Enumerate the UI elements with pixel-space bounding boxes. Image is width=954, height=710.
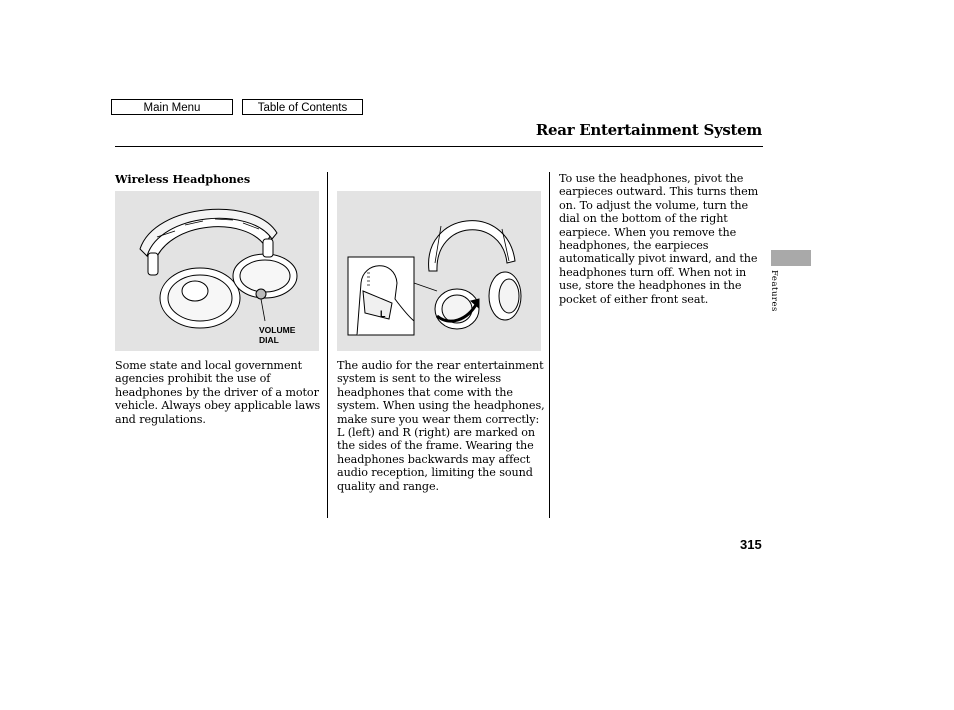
col3-paragraph: To use the headphones, pivot the earpieces outward. This turns them on. To adjust the volume, turn the dial on the bottom of the right earpiece. When you remove the headphones, the earpieces automatically pivot inward, and the headphones turn off. When not in use, store the headphones in the pocket of either front seat.	[559, 172, 759, 306]
column-divider-2	[549, 172, 550, 518]
section-side-label: Features	[769, 270, 779, 312]
page-title: Rear Entertainment System	[535, 121, 762, 139]
section-side-tab	[771, 250, 811, 266]
volume-label-line2: DIAL	[259, 335, 279, 345]
pivot-headphones-figure	[337, 191, 541, 351]
volume-label-line1: VOLUME	[259, 325, 296, 335]
title-rule	[115, 146, 763, 147]
col2-paragraph: The audio for the rear entertainment system is sent to the wireless headphones that come with the system. When using the headphones, make sure you wear them correctly: L (left) and R (right) are marked on the sides of the frame. Wearing the headphones backwards may affect audio reception, limiting the sound quality and range.	[337, 359, 545, 493]
main-menu-button[interactable]: Main Menu	[111, 99, 233, 115]
column-divider-1	[327, 172, 328, 518]
page-number: 315	[740, 537, 762, 552]
col1-paragraph: Some state and local government agencies prohibit the use of headphones by the driver of a motor vehicle. Always obey applicable laws and regulations.	[115, 359, 321, 426]
table-of-contents-button[interactable]: Table of Contents	[242, 99, 363, 115]
section-heading: Wireless Headphones	[115, 172, 251, 186]
inset-left-label: L	[380, 309, 386, 319]
folded-headphones-figure	[115, 191, 319, 351]
pivot-headphones-illustration	[337, 191, 541, 351]
